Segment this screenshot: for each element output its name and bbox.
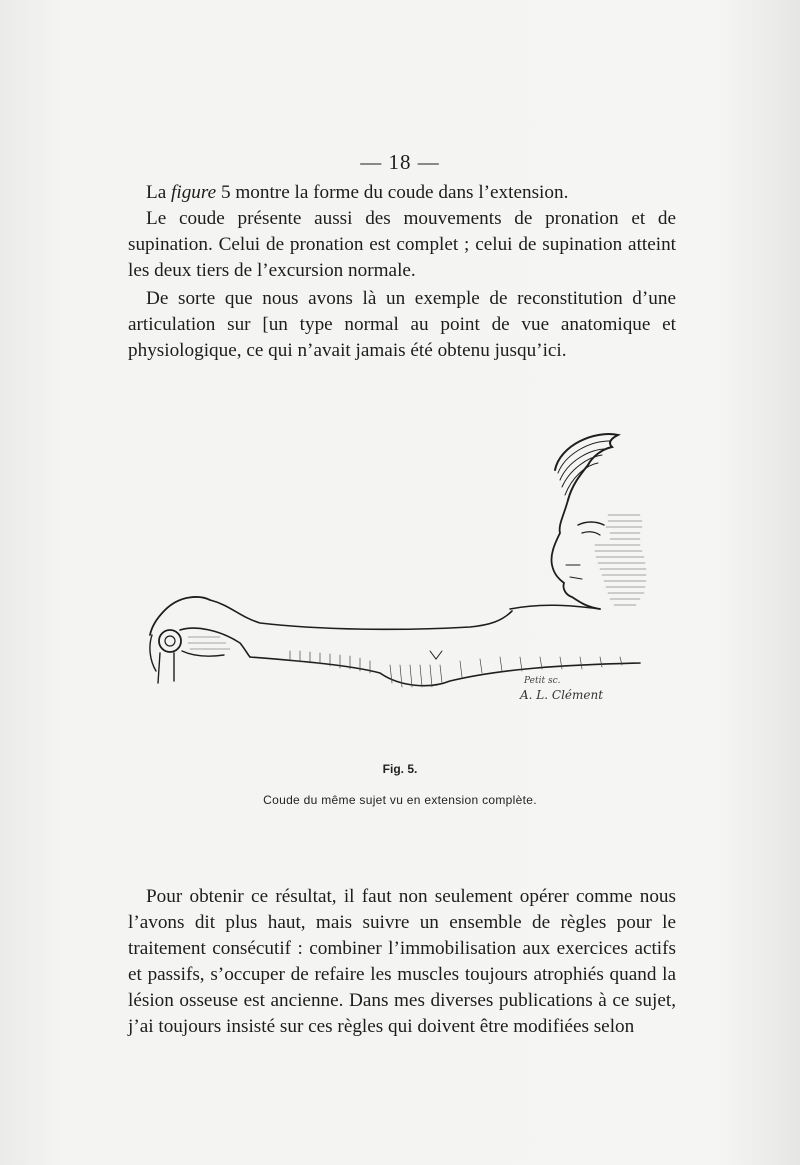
paragraph-1	[128, 180, 676, 206]
p3-text: De sorte que nous avons là un exemple de reconstitution d’une articulation sur [un type normal au point de vue anatomique et physiologique, ce qui n’avait jamais été obtenu jusqu’ici.	[128, 288, 676, 361]
p1-before: La	[146, 182, 172, 203]
arm-extension-illustration	[140, 425, 660, 725]
p4-text: Pour obtenir ce résultat, il faut non seulement opérer comme nous l’avons dit plus haut, mais suivre un ensemble de règles pour le traitement consécutif : combiner l’immobilisation aux exercices actifs et passifs, s’occuper de refaire les muscles toujours atrophiés quand la lésion osseuse est ancienne. Dans mes diverses publications à ce sujet, j’ai toujours insisté sur ces règles qui doivent être modifiées selon	[128, 886, 676, 1037]
p2-text: Le coude présente aussi des mouvements de pronation et de supination. Celui de pronation est complet ; celui de supination atteint les deux tiers de l’excursion normale.	[128, 208, 676, 281]
artist-signature: A. L. Clément	[520, 688, 604, 702]
paragraph-4	[128, 884, 676, 1040]
paragraph-2	[128, 206, 676, 284]
p1-after: 5 montre la forme du coude dans l’extension.	[216, 182, 569, 203]
figure-label: Fig. 5.	[382, 762, 418, 776]
page-number: — 18 —	[360, 150, 440, 174]
figure-caption: Coude du même sujet vu en extension complète.	[263, 793, 537, 807]
engraver-signature: Petit sc.	[524, 676, 561, 686]
paragraph-3	[128, 286, 676, 364]
p1-emphasis: figure	[171, 182, 217, 203]
